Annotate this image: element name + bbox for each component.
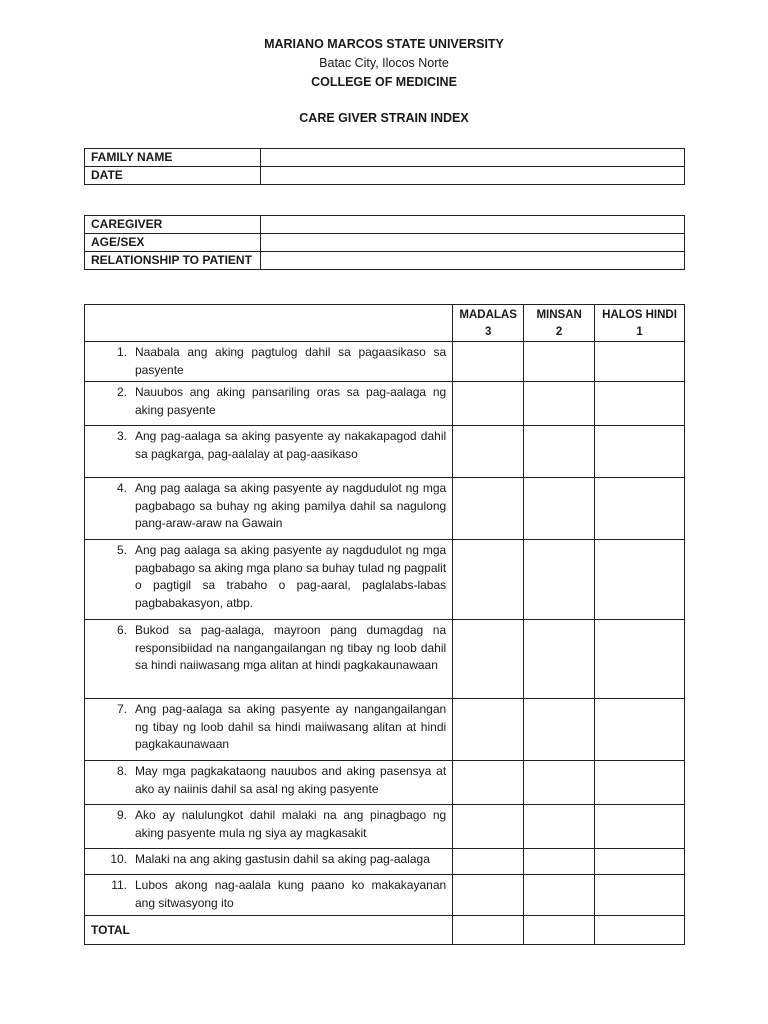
- item-number: 10.: [110, 852, 127, 866]
- column-label: MADALAS: [459, 309, 517, 321]
- score-cell-halos-hindi[interactable]: [595, 761, 685, 805]
- score-cell-madalas[interactable]: [453, 620, 524, 699]
- family-name-field[interactable]: [261, 149, 685, 167]
- item-content: [97, 701, 446, 754]
- date-field[interactable]: [261, 167, 685, 185]
- item-number: 5.: [116, 543, 127, 557]
- score-cell-madalas[interactable]: [453, 849, 524, 875]
- item-text: Lubos akong nag-aalala kung paano ko makakayanan ang sitwasyong ito: [135, 878, 447, 910]
- item-content: [97, 542, 446, 612]
- item-row: [85, 761, 685, 805]
- item-content: [97, 807, 446, 842]
- caregiver-field[interactable]: [261, 216, 685, 234]
- item-number: 7.: [116, 702, 127, 716]
- score-cell-minsan[interactable]: [524, 382, 595, 426]
- item-number: 1.: [116, 345, 127, 359]
- score-cell-halos-hindi[interactable]: [595, 342, 685, 382]
- item-row: [85, 540, 685, 620]
- family-table: [84, 148, 685, 185]
- table-row: [85, 149, 685, 167]
- item-question: [85, 805, 453, 849]
- score-cell-madalas[interactable]: [453, 478, 524, 540]
- item-content: [97, 384, 446, 419]
- score-cell-halos-hindi[interactable]: [595, 382, 685, 426]
- relationship-field[interactable]: [261, 252, 685, 270]
- age-sex-field[interactable]: [261, 234, 685, 252]
- item-text: Naabala ang aking pagtulog dahil sa pagaasikaso sa pasyente: [135, 345, 447, 377]
- header-row: [85, 305, 685, 342]
- item-row: [85, 875, 685, 916]
- total-row: [85, 916, 685, 945]
- item-row: [85, 805, 685, 849]
- caregiver-table: [84, 215, 685, 270]
- total-label: TOTAL: [85, 916, 453, 945]
- item-content: [97, 480, 446, 533]
- score-cell-minsan[interactable]: [524, 699, 595, 761]
- column-minsan: [524, 305, 595, 342]
- score-cell-halos-hindi[interactable]: [595, 875, 685, 916]
- item-content: [97, 622, 446, 675]
- table-row: [85, 234, 685, 252]
- item-row: [85, 382, 685, 426]
- item-number: 2.: [116, 385, 127, 399]
- age-sex-label: AGE/SEX: [85, 234, 261, 252]
- total-halos-hindi-cell[interactable]: [595, 916, 685, 945]
- item-text: Ang pag-aalaga sa aking pasyente ay nangangailangan ng tibay ng loob dahil sa hindi maiiwasang alitan at hindi pagkakaunawaan: [135, 702, 447, 751]
- score-cell-halos-hindi[interactable]: [595, 540, 685, 620]
- item-row: [85, 342, 685, 382]
- score-cell-minsan[interactable]: [524, 761, 595, 805]
- column-score: 1: [636, 326, 643, 338]
- university-name: MARIANO MARCOS STATE UNIVERSITY: [264, 37, 504, 51]
- item-text: Ang pag-aalaga sa aking pasyente ay nakakapagod dahil sa pagkarga, pag-aalalay at pag-aasikaso: [135, 429, 447, 461]
- item-number: 9.: [116, 808, 127, 822]
- item-number: 3.: [116, 429, 127, 443]
- item-question: [85, 761, 453, 805]
- item-question: [85, 620, 453, 699]
- item-text: Bukod sa pag-aalaga, mayroon pang dumagdag na responsibiidad na nangangailangan ng tibay ng loob dahil sa hindi naiiwasang mga alitan at hindi pagkakaunawaan: [135, 623, 447, 672]
- item-content: [97, 344, 446, 379]
- relationship-label: RELATIONSHIP TO PATIENT: [85, 252, 261, 270]
- item-question: [85, 849, 453, 875]
- column-label: MINSAN: [536, 309, 582, 321]
- score-cell-minsan[interactable]: [524, 342, 595, 382]
- score-cell-halos-hindi[interactable]: [595, 805, 685, 849]
- item-text: May mga pagkakataong nauubos and aking pasensya at ako ay naiinis dahil sa asal ng aking pasyente: [135, 764, 447, 796]
- score-cell-madalas[interactable]: [453, 875, 524, 916]
- item-question: [85, 342, 453, 382]
- column-score: 3: [484, 326, 492, 338]
- item-row: [85, 620, 685, 699]
- item-question: [85, 426, 453, 478]
- score-cell-madalas[interactable]: [453, 805, 524, 849]
- item-number: 4.: [116, 481, 127, 495]
- item-question: [85, 875, 453, 916]
- item-text: Ang pag aalaga sa aking pasyente ay nagdudulot ng mga pagbabago sa buhay ng aking pamilya dahil sa nagulong pang-araw-araw na Gawain: [135, 481, 447, 530]
- university-location: Batac City, Ilocos Norte: [319, 56, 449, 70]
- score-cell-minsan[interactable]: [524, 478, 595, 540]
- item-row: [85, 426, 685, 478]
- item-number: 11.: [111, 878, 127, 892]
- table-row: [85, 167, 685, 185]
- score-cell-minsan[interactable]: [524, 805, 595, 849]
- strain-index-table: [84, 304, 685, 945]
- item-question: [85, 699, 453, 761]
- item-content: [97, 851, 446, 869]
- item-row: [85, 849, 685, 875]
- family-name-label: FAMILY NAME: [85, 149, 261, 167]
- item-text: Ang pag aalaga sa aking pasyente ay nagdudulot ng mga pagbabago sa aking mga plano sa buhay tulad ng pagpalit o pagtigil sa trabaho o pag-aaral, paglalabs-labas pagbabakasyon, atbp.: [135, 543, 447, 610]
- table-row: [85, 216, 685, 234]
- item-row: [85, 478, 685, 540]
- date-label: DATE: [85, 167, 261, 185]
- item-text: Ako ay nalulungkot dahil malaki na ang pinagbago ng aking pasyente mula ng siya ay magkasakit: [135, 808, 447, 840]
- score-cell-halos-hindi[interactable]: [595, 620, 685, 699]
- score-cell-madalas[interactable]: [453, 699, 524, 761]
- score-cell-madalas[interactable]: [453, 382, 524, 426]
- score-cell-madalas[interactable]: [453, 761, 524, 805]
- item-row: [85, 699, 685, 761]
- column-madalas: [453, 305, 524, 342]
- college-name: COLLEGE OF MEDICINE: [311, 75, 457, 89]
- total-minsan-cell[interactable]: [524, 916, 595, 945]
- score-cell-halos-hindi[interactable]: [595, 699, 685, 761]
- item-question: [85, 478, 453, 540]
- table-row: [85, 252, 685, 270]
- score-cell-minsan[interactable]: [524, 875, 595, 916]
- score-cell-minsan[interactable]: [524, 620, 595, 699]
- score-cell-madalas[interactable]: [453, 342, 524, 382]
- column-score: 2: [555, 326, 563, 338]
- item-number: 8.: [116, 764, 127, 778]
- item-content: [97, 763, 446, 798]
- column-halos-hindi: [595, 305, 685, 342]
- score-cell-halos-hindi[interactable]: [595, 426, 685, 478]
- score-cell-madalas[interactable]: [453, 540, 524, 620]
- item-text: Nauubos ang aking pansariling oras sa pag-aalaga ng aking pasyente: [135, 385, 447, 417]
- score-cell-minsan[interactable]: [524, 426, 595, 478]
- score-cell-halos-hindi[interactable]: [595, 478, 685, 540]
- total-madalas-cell[interactable]: [453, 916, 524, 945]
- column-label: HALOS HINDI: [602, 309, 677, 321]
- item-question: [85, 382, 453, 426]
- item-text: Malaki na ang aking gastusin dahil sa aking pag-aalaga: [135, 852, 430, 866]
- score-cell-halos-hindi[interactable]: [595, 849, 685, 875]
- question-header: [85, 305, 453, 342]
- item-question: [85, 540, 453, 620]
- form-title: CARE GIVER STRAIN INDEX: [299, 111, 469, 125]
- score-cell-minsan[interactable]: [524, 849, 595, 875]
- caregiver-label: CAREGIVER: [85, 216, 261, 234]
- item-content: [97, 877, 446, 912]
- item-content: [97, 428, 446, 463]
- item-number: 6.: [116, 623, 127, 637]
- score-cell-minsan[interactable]: [524, 540, 595, 620]
- score-cell-madalas[interactable]: [453, 426, 524, 478]
